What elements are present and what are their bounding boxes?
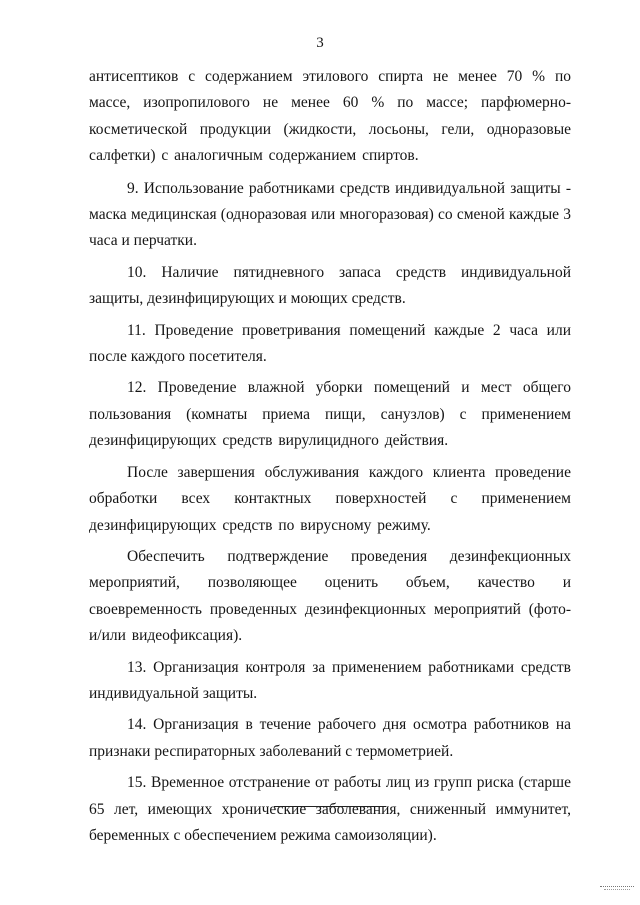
document-body — [89, 64, 571, 849]
closing-rule-divider — [274, 806, 386, 807]
paragraph-item-15: 15. Временное отстранение от работы лиц из групп риска (старше 65 лет, имеющих хронические заболевания, сниженный иммунитет, беременных с обеспечением режима самоизоляции). — [89, 774, 571, 844]
paragraph-disinfection-confirmation: Обеспечить подтверждение проведения дезинфекционных мероприятий, позволяющее оценить объем, качество и своевременность проведенных дезинфекционных мероприятий (фото- и/или видеофиксация). — [89, 547, 571, 645]
paragraph-cleaning-after-client: После завершения обслуживания каждого клиента проведение обработки всех контактных поверхностей с применением дезинфицирующих средств по вирусному режиму. — [89, 463, 571, 534]
paragraph-item-14: 14. Организация в течение рабочего дня осмотра работников на признаки респираторных заболеваний с термометрией. — [89, 716, 571, 760]
paragraph-item-9: 9. Использование работниками средств индивидуальной защиты - маска медицинская (одноразовая или многоразовая) со сменой каждые 3 часа и перчатки. — [89, 179, 571, 250]
paragraph-item-12: 12. Проведение влажной уборки помещений и мест общего пользования (комнаты приема пищи, санузлов) с применением дезинфицирующих средств вирулицидного действия. — [89, 379, 571, 450]
page-number: 3 — [316, 35, 324, 51]
scan-artifact-line — [604, 889, 630, 890]
scan-artifact — [600, 876, 634, 887]
paragraph-item-13: 13. Организация контроля за применением работниками средств индивидуальной защиты. — [89, 658, 571, 702]
paragraph-continuation: антисептиков с содержанием этилового спирта не менее 70 % по массе, изопропилового не менее 60 % по массе; парфюмерно-косметической продукции (жидкости, лосьоны, гели, одноразовые салфетки) с аналогичным содержанием спиртов. — [89, 68, 571, 165]
paragraph-item-10: 10. Наличие пятидневного запаса средств индивидуальной защиты, дезинфицирующих и моющих средств. — [89, 263, 571, 308]
paragraph-item-11: 11. Проведение проветривания помещений каждые 2 часа или после каждого посетителя. — [89, 321, 571, 366]
